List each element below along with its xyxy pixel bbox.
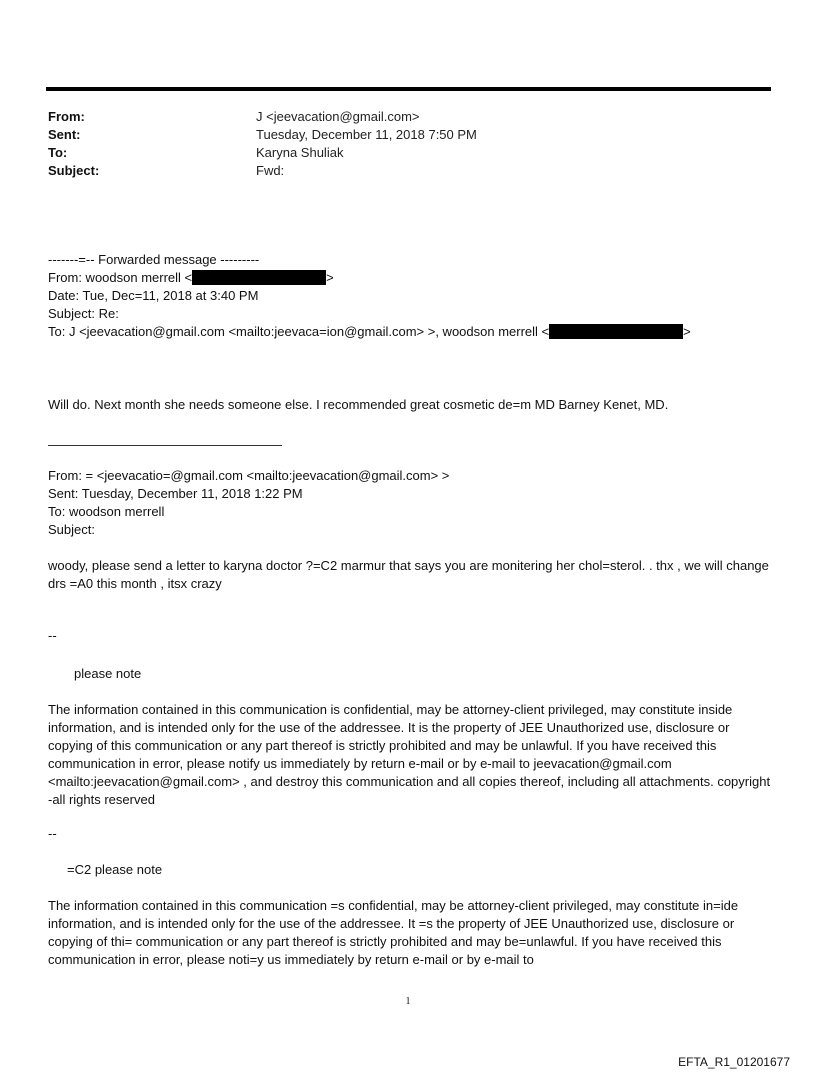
subject-value: Fwd: bbox=[256, 163, 285, 178]
please-note-2: =C2 please note bbox=[67, 862, 163, 877]
page-number: 1 bbox=[405, 996, 411, 1007]
subject-label: Subject: bbox=[48, 163, 100, 178]
disclaimer-1-text: The information contained in this communication is confidential, may be attorney-client privileged, may constitute inside information, and is intended only for the use of the addressee. It is the property of JEE Unauthorized use, disclosure or copying of this communication or any part thereof is strictly prohibited and may be unlawful. If you have received this communication in error, please notify us immediately by return e-mail or by e-mail to jeevacation@gmail.com <mailto:jeevacation@gmail.com> , and destroy this communication and all copies thereof, including all attachments. copyright -all rights reserved bbox=[48, 702, 771, 807]
forwarded-from-prefix: From: woodson merrell < bbox=[48, 270, 193, 285]
forwarded-marker: -------=-- Forwarded message --------- bbox=[48, 252, 260, 267]
disclaimer-2 bbox=[48, 897, 772, 969]
forwarded-to-suffix: > bbox=[683, 324, 691, 339]
to-value: Karyna Shuliak bbox=[256, 145, 344, 160]
from-value: J <jeevacation@gmail.com> bbox=[256, 109, 420, 124]
signature-separator-2: -- bbox=[48, 826, 57, 841]
original-sent: Sent: Tuesday, December 11, 2018 1:22 PM bbox=[48, 486, 303, 501]
forwarded-to-prefix: To: J <jeevacation@gmail.com <mailto:jeevaca=ion@gmail.com> >, woodson merrell < bbox=[48, 324, 550, 339]
from-label: From: bbox=[48, 109, 85, 124]
redaction-box bbox=[192, 270, 326, 285]
sent-label: Sent: bbox=[48, 127, 81, 142]
forwarded-date: Date: Tue, Dec=11, 2018 at 3:40 PM bbox=[48, 288, 259, 303]
original-from: From: = <jeevacatio=@gmail.com <mailto:jeevacation@gmail.com> > bbox=[48, 468, 450, 483]
header-from-row bbox=[48, 108, 477, 126]
document-id: EFTA_R1_01201677 bbox=[678, 1055, 790, 1069]
reply-body: Will do. Next month she needs someone else. I recommended great cosmetic de=m MD Barney Kenet, MD. bbox=[48, 397, 669, 412]
header-divider bbox=[46, 87, 771, 91]
email-header bbox=[48, 108, 477, 180]
disclaimer-2-text: The information contained in this communication =s confidential, may be attorney-client privileged, may constitute in=ide information, and is intended only for the use of the addressee. It =s the property of JEE Unauthorized use, disclosure or copying of thi= communication or any part thereof is strictly prohibited and may be=unlawful. If you have received this communication in error, please noti=y us immediately by return e-mail or by e-mail to bbox=[48, 898, 739, 967]
forwarded-from-line bbox=[48, 269, 691, 287]
to-label: To: bbox=[48, 145, 68, 160]
forwarded-header bbox=[48, 251, 691, 341]
disclaimer-1 bbox=[48, 701, 772, 809]
sent-value: Tuesday, December 11, 2018 7:50 PM bbox=[256, 127, 477, 142]
forwarded-subject: Subject: Re: bbox=[48, 306, 119, 321]
original-body bbox=[48, 557, 772, 593]
header-subject-row bbox=[48, 162, 477, 180]
original-header bbox=[48, 467, 449, 539]
header-to-row bbox=[48, 144, 477, 162]
forwarded-to-line bbox=[48, 323, 691, 341]
forwarded-from-suffix: > bbox=[326, 270, 334, 285]
please-note-1: please note bbox=[74, 666, 142, 681]
original-body-text: woody, please send a letter to karyna doctor ?=C2 marmur that says you are monitering her chol=sterol. . thx , we will change drs =A0 this month , itsx crazy bbox=[48, 558, 769, 591]
original-to: To: woodson merrell bbox=[48, 504, 165, 519]
header-sent-row bbox=[48, 126, 477, 144]
original-subject: Subject: bbox=[48, 522, 95, 537]
redaction-box bbox=[549, 324, 683, 339]
signature-separator-1: -- bbox=[48, 628, 57, 643]
message-separator bbox=[48, 445, 282, 446]
